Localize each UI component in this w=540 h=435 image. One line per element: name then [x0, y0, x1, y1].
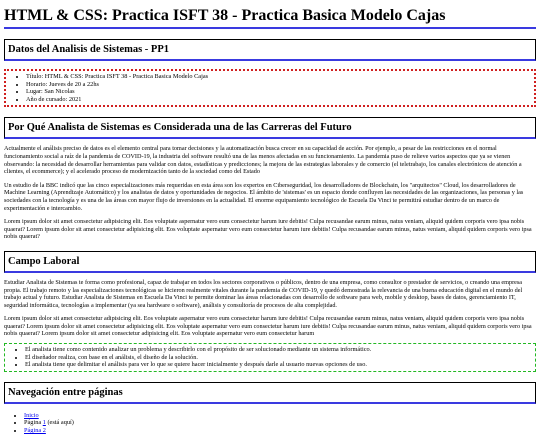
campo-heading: Campo Laboral: [4, 251, 536, 273]
porque-paragraph-1: Actualmente el análisis preciso de datos es el elemento central para tomar decisiones y la automatización busca crecer en su capacidad de acción. Por ejemplo, a pesar de las restricciones en el normal funcionamiento social a raíz de la pandemia de COVID-19, la industria del software resultó una de las menos afectadas en su funcionamiento. La pandemia puso de relieve varios aspectos que ya se vienen observando: la necesidad de desarrollar herramientas para validar con datos, estadísticas y predicciones; la mejora de las estrategias laborales y de comercio (el teletrabajo, los canales electrónicos de atención a clientes, el ecommerce); y el acelerado proceso de modernización tanto de la sociedad como del Estado: [4, 145, 522, 176]
datos-box: [4, 69, 536, 107]
datos-item-titulo: • Título: HTML & CSS: Practica ISFT 38 - Practica Basica Modelo Cajas: [26, 73, 534, 81]
datos-list: [6, 73, 534, 103]
tasks-box: [4, 343, 536, 372]
nav-list: [4, 412, 536, 435]
campo-paragraph-2: Lorem ipsum dolor sit amet consectetur adipisicing elit. Eos voluptate aspernatur vero eum consectetur harum iure debitis! Culpa recusandae earum minus, natus veniam, aliquid quidem corporis vero ipsa nobis quaerat? Lorem ipsum dolor sit amet consectetur adipisicing elit. Eos voluptate aspernatur vero eum consectetur harum iure debitis! Culpa recusandae earum minus, natus veniam, aliquid quidem corporis vero ipsa nobis quaerat? Lorem ipsum dolor sit amet consectetur adipisicing elit. Eos voluptate aspernatur vero eum consectetur harum: [4, 315, 532, 338]
nav-link-inicio[interactable]: Inicio: [24, 411, 39, 419]
task-item: • El analista tiene como contenido analizar un problema y describirlo con el propósito de ser solucionado mediante un sistema informático.: [25, 346, 535, 354]
nav-link-pagina-2[interactable]: Página 2: [24, 427, 46, 435]
task-item: • El analista tiene que delimitar el análisis para ver lo que se quiere hacer inicialmente y después darle al usuario nuevas opciones de uso.: [25, 361, 535, 369]
datos-item-lugar: • Lugar: San Nicolas: [26, 88, 534, 96]
nav-link-pagina-1[interactable]: 1: [42, 419, 46, 427]
nav-item-pagina-2: [24, 427, 536, 435]
campo-paragraph-1: Estudiar Analista de Sistemas te forma como profesional, capaz de trabajar en todos los sectores corporativos o públicos, dentro de una empresa, como consultor o prestador de servicios, o creando una empresa propia. El trabajo remoto y las especializaciones tecnológicas se hicieron realmente vitales durante la pandemia de COVID-19, y quedó demostrada la relevancia de una buena educación digital en el mundo del trabajo actual y futuro. Estudiar Analista de Sistemas en Escuela Da Vinci te permite dominar las áreas relacionadas con desarrollo de software para web, mobile y desktop, bases de datos, gerenciamiento IT, seguridad informática, tecnologías a implementar (ya sea hardware o software), análisis y consultoría de procesos de alta complejidad.: [4, 278, 523, 309]
datos-item-horario: • Horario: Jueves de 20 a 22hs: [26, 81, 534, 89]
nav-prefix: Página: [24, 419, 43, 427]
porque-heading: Por Qué Analista de Sistemas es Considerada una de las Carreras del Futuro: [4, 117, 536, 139]
porque-paragraph-3: Lorem ipsum dolor sit amet consectetur adipisicing elit. Eos voluptate aspernatur vero eum consectetur harum iure debitis! Culpa recusandae earum minus, natus veniam, aliquid quidem corporis vero ipsa nobis quaerat? Lorem ipsum dolor sit amet consectetur adipisicing elit. Eos voluptate aspernatur vero eum consectetur harum iure debitis! Culpa recusandae earum minus, natus veniam, aliquid quidem corporis vero ipsa nobis quaerat?: [4, 218, 532, 241]
porque-paragraph-2: Un estudio de la BBC indicó que las cinco especializaciones más requeridas en esta área son los expertos en Ciberseguridad, los desarrolladores de Blockchain, los "arquitectos" Cloud, los desarrolladores de Machine Learning (Aprendizaje Automático) y los analistas de datos y oportunidades de negocios. El ámbito de 'sistemas' es un espacio donde confluyen las necesidades de las organizaciones, las personas y las sociedades con la tecnología y es una de las áreas con mayor flujo de inversiones en la actualidad. El enorme equipamiento tecnológico de Escuela Da Vinci te permitirá estudiar dentro de un marco de experimentación e intercambio.: [4, 181, 524, 212]
nav-item-inicio: [24, 412, 536, 420]
page-title: HTML & CSS: Practica ISFT 38 - Practica Basica Modelo Cajas: [4, 6, 536, 29]
nav-item-pagina-1: [24, 419, 536, 427]
datos-item-anio: • Año de cursado: 2021: [26, 96, 534, 104]
task-item: • El diseñador realiza, con base en el análisis, el diseño de la solución.: [25, 354, 535, 362]
page-navigation: [4, 412, 536, 435]
datos-heading: Datos del Analisis de Sistemas - PP1: [4, 39, 536, 61]
nav-current-note: (está aquí): [45, 419, 74, 427]
tasks-list: [5, 346, 535, 369]
nav-heading: Navegación entre páginas: [4, 382, 536, 404]
